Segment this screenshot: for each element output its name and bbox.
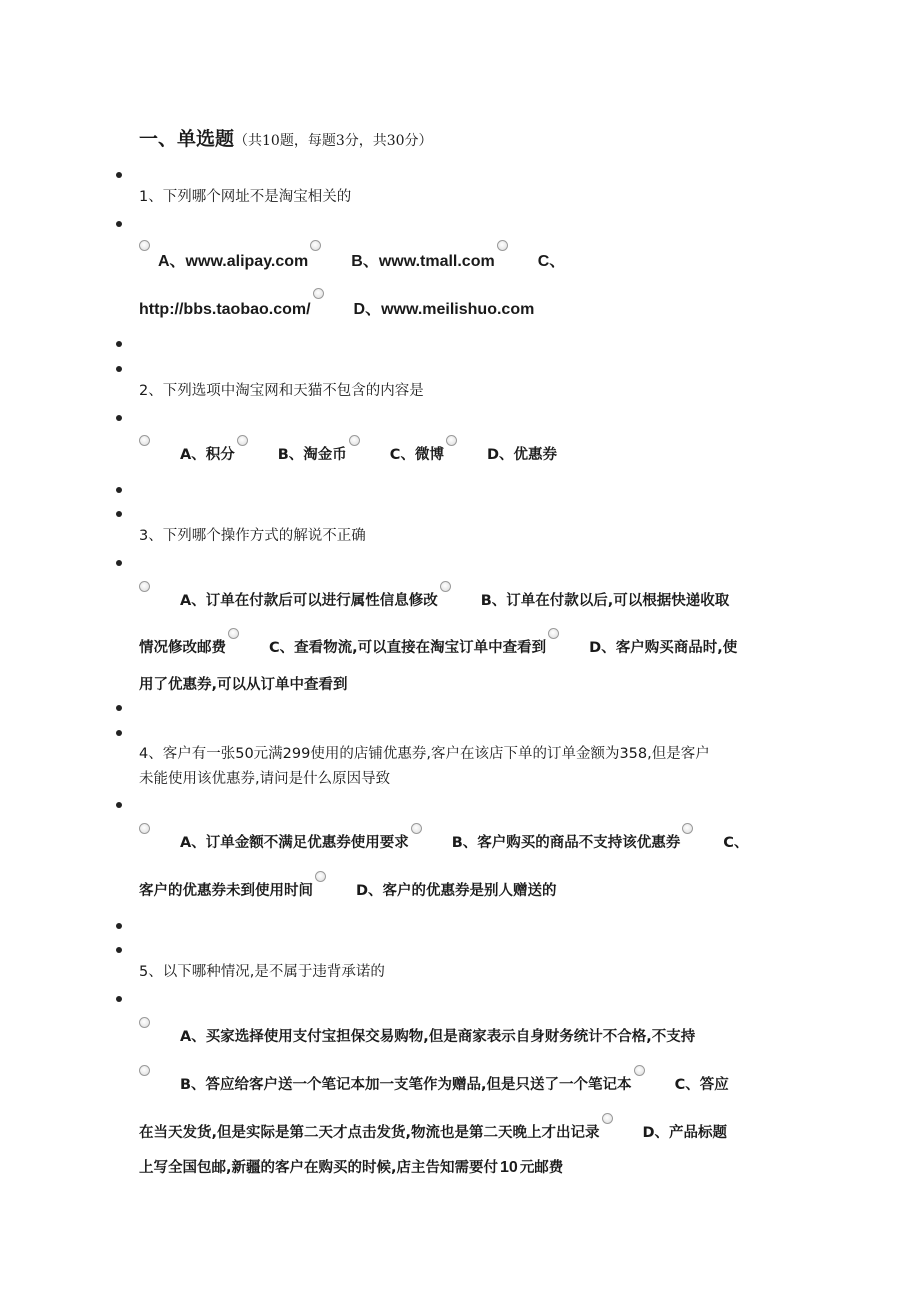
radio-q2-a[interactable] <box>139 435 150 446</box>
question-5-options-line-4 <box>139 1156 563 1177</box>
option-q5-b: B、答应给客户送一个笔记本加一支笔作为赠品,但是只送了一个笔记本 <box>180 1077 632 1093</box>
option-q3-b-cont: 情况修改邮费 <box>139 640 226 656</box>
option-q1-d: D、www.meilishuo.com <box>353 301 535 318</box>
bullet <box>116 341 122 347</box>
radio-q1-c[interactable] <box>497 240 508 251</box>
option-q1-a: A、www.alipay.com <box>158 253 309 270</box>
option-q5-d: D、产品标题 <box>642 1125 728 1141</box>
option-q4-c: C、 <box>723 835 749 851</box>
option-q3-c: C、查看物流,可以直接在淘宝订单中查看到 <box>269 640 547 656</box>
radio-q5-d[interactable] <box>602 1113 613 1124</box>
option-q2-c: C、微博 <box>389 447 444 463</box>
question-2-options <box>139 443 557 464</box>
bullet <box>116 366 122 372</box>
option-q1-b: B、www.tmall.com <box>351 253 495 270</box>
option-q3-d: D、客户购买商品时,使 <box>589 640 738 656</box>
question-2-text: 2、下列选项中淘宝网和天猫不包含的内容是 <box>139 383 424 399</box>
bullet <box>116 511 122 517</box>
radio-q3-a[interactable] <box>139 581 150 592</box>
option-q4-a: A、订单金额不满足优惠券使用要求 <box>180 835 409 851</box>
question-5-options-line-3 <box>139 1121 727 1142</box>
option-q5-d-cont: 上写全国包邮,新疆的客户在购买的时候,店主告知需要付 <box>139 1160 499 1176</box>
radio-q4-a[interactable] <box>139 823 150 834</box>
question-4-options-line-2 <box>139 879 557 900</box>
bullet <box>116 802 122 808</box>
bullet <box>116 172 122 178</box>
question-5-options-line-1 <box>139 1025 695 1046</box>
option-q2-d: D、优惠券 <box>486 447 557 463</box>
radio-q1-d[interactable] <box>313 288 324 299</box>
radio-q5-c[interactable] <box>634 1065 645 1076</box>
option-q4-b: B、客户购买的商品不支持该优惠券 <box>451 835 681 851</box>
section-note: （共10题，每题3分，共30分） <box>234 133 433 149</box>
section-title <box>139 124 433 151</box>
option-q3-b: B、订单在付款以后,可以根据快递收取 <box>480 593 730 609</box>
option-q1-c: C、 <box>537 253 566 270</box>
bullet <box>116 560 122 566</box>
radio-q4-c[interactable] <box>682 823 693 834</box>
question-1-options-line-2 <box>139 296 534 319</box>
option-q5-a: A、买家选择使用支付宝担保交易购物,但是商家表示自身财务统计不合格,不支持 <box>180 1029 696 1045</box>
bullet <box>116 415 122 421</box>
radio-q3-c[interactable] <box>228 628 239 639</box>
radio-q2-d[interactable] <box>446 435 457 446</box>
radio-q4-d[interactable] <box>315 871 326 882</box>
question-3-options-line-1 <box>139 589 729 610</box>
bullet <box>116 947 122 953</box>
radio-q2-b[interactable] <box>237 435 248 446</box>
option-q5-d-amount: 10 <box>500 1159 518 1176</box>
question-1-options-line-1 <box>139 248 565 271</box>
question-5-options-line-2 <box>139 1073 729 1094</box>
radio-q3-b[interactable] <box>440 581 451 592</box>
bullet <box>116 705 122 711</box>
bullet <box>116 996 122 1002</box>
option-q1-c-url: http://bbs.taobao.com/ <box>139 301 311 318</box>
option-q3-a: A、订单在付款后可以进行属性信息修改 <box>180 593 438 609</box>
bullet <box>116 730 122 736</box>
bullet <box>116 221 122 227</box>
question-3-options-line-2 <box>139 636 737 657</box>
question-4-text-cont: 未能使用该优惠券,请问是什么原因导致 <box>139 771 391 787</box>
question-4-options-line-1 <box>139 831 748 852</box>
question-3-text: 3、下列哪个操作方式的解说不正确 <box>139 528 366 544</box>
bullet <box>116 487 122 493</box>
question-4-text: 4、客户有一张50元满299使用的店铺优惠券,客户在该店下单的订单金额为358,但是客户 <box>139 746 710 762</box>
radio-q1-b[interactable] <box>310 240 321 251</box>
option-q4-d: D、客户的优惠券是别人赠送的 <box>356 883 557 899</box>
option-q2-a: A、积分 <box>180 447 235 463</box>
radio-q4-b[interactable] <box>411 823 422 834</box>
question-1-text: 1、下列哪个网址不是淘宝相关的 <box>139 189 352 205</box>
question-3-options-line-3: 用了优惠券,可以从订单中查看到 <box>139 677 348 693</box>
option-q5-d-unit: 元邮费 <box>519 1160 564 1176</box>
radio-q2-c[interactable] <box>349 435 360 446</box>
radio-q5-b[interactable] <box>139 1065 150 1076</box>
radio-q3-d[interactable] <box>548 628 559 639</box>
radio-q5-a[interactable] <box>139 1017 150 1028</box>
option-q4-c-cont: 客户的优惠券未到使用时间 <box>139 883 313 899</box>
option-q5-c: C、答应 <box>674 1077 729 1093</box>
bullet <box>116 923 122 929</box>
option-q5-c-cont: 在当天发货,但是实际是第二天才点击发货,物流也是第二天晚上才出记录 <box>139 1125 600 1141</box>
question-5-text: 5、以下哪种情况,是不属于违背承诺的 <box>139 964 385 980</box>
radio-q1-a[interactable] <box>139 240 150 251</box>
option-q2-b: B、淘金币 <box>277 447 347 463</box>
section-title-text: 一、单选题 <box>139 128 235 150</box>
